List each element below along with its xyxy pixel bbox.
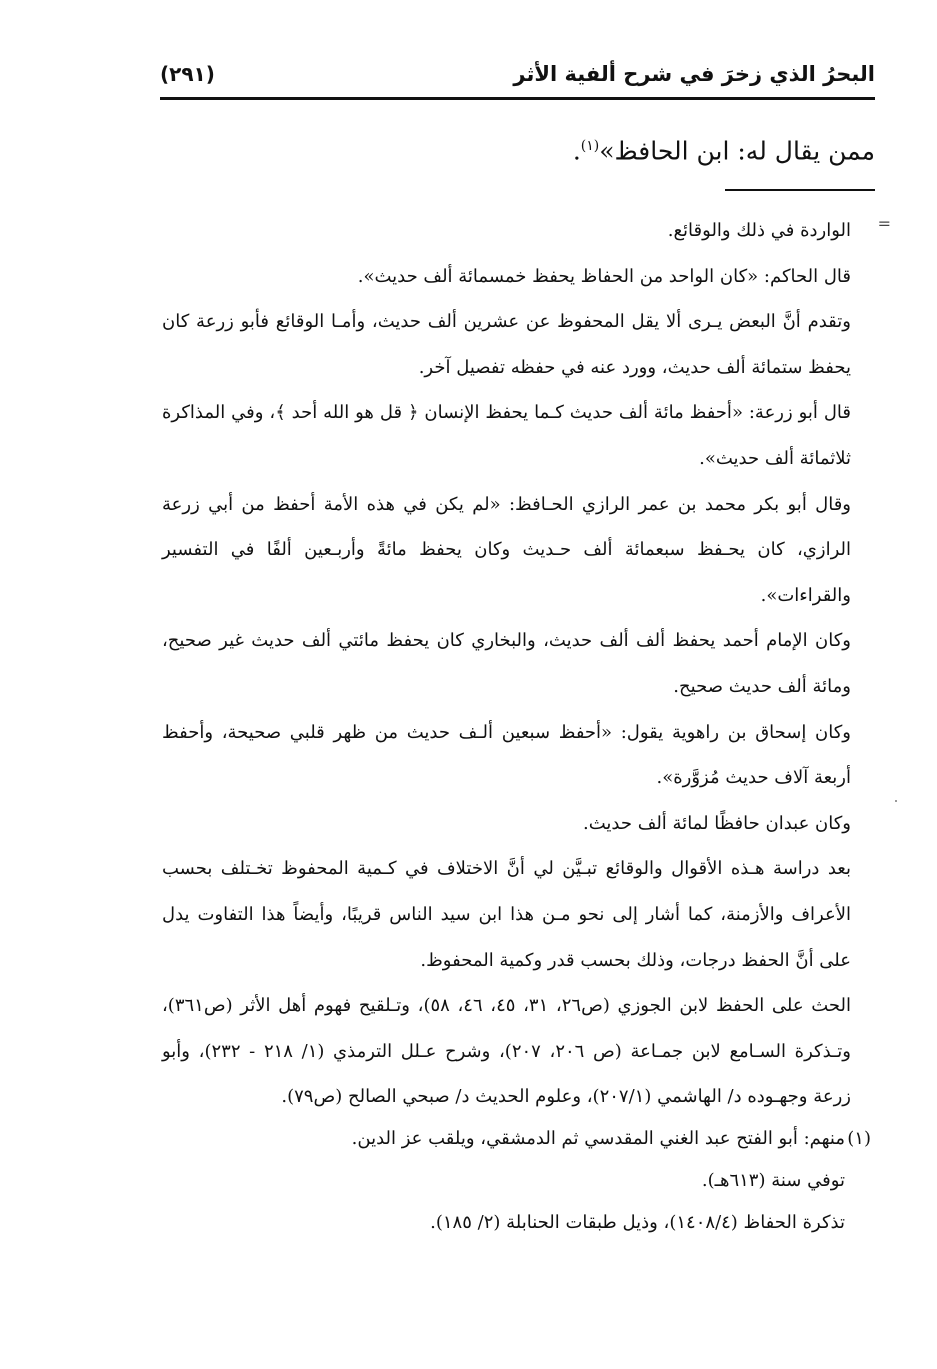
margin-speck <box>895 800 897 802</box>
footnote-1 <box>162 1118 871 1244</box>
note-paragraph: وكان إسحاق بن راهوية يقول: «أحفظ سبعين ألـف حديث من ظهر قلبي صحيحة، وأحفظ أربعة آلاف حديث مُزوَّرة». <box>162 721 851 789</box>
footnote-number: (١) <box>847 1128 871 1149</box>
note-paragraph: الحث على الحفظ لابن الجوزي (ص٢٦، ٣١، ٤٥، ٤٦، ٥٨)، وتـلقيح فهوم أهل الأثر (ص٣٦١)، وتـذكرة السـامع لابن جمـاعة (ص ٢٠٦، ٢٠٧)، وشرح عـلل الترمذي (١/ ٢١٨ - ٢٣٢)، وأبو زرعة وجهـوده د/ الهاشمي (٢٠٧/١)، وعلوم الحديث د/ صبحي الصالح (ص٧٩). <box>162 995 852 1108</box>
note-paragraph: وتقدم أنَّ البعض يـرى ألا يقل المحفوظ عن عشرين ألف حديث، وأمـا الوقائع فأبو زرعة كان يحفظ ستمائة ألف حديث، وورد عنه في حفظه تفصيل آخر. <box>162 311 851 378</box>
note-paragraph: بعد دراسة هـذه الأقوال والوقائع تبـيَّن لي أنَّ الاختلاف في كـمية المحفوظ تخـتلف بحسب الأعراف والأزمنة، كما أشار إلى نحو مـن هذا ابن سيد الناس قريبًا، وأيضاً هذا التفاوت يدل على أنَّ الحفظ درجات، وذلك بحسب قدر وكمية المحفوظ. <box>162 858 851 971</box>
continuation-mark: = <box>877 214 891 233</box>
main-text-end: . <box>572 136 581 166</box>
footnote-line: توفي سنة (٦١٣هـ). <box>701 1170 845 1191</box>
page-number: (٢٩١) <box>160 62 215 86</box>
continued-footnote <box>162 208 851 1120</box>
note-paragraph: وكان عبدان حافظًا لمائة ألف حديث. <box>582 812 851 834</box>
header-rule <box>160 97 875 100</box>
note-paragraph: وقال أبو بكر محمد بن عمر الرازي الحـافظ: «لم يكن في هذه الأمة أحفظ من أبي زرعة الرازي، كان يحـفظ سبعمائة ألف حـديث وكان يحفظ مائةً وأربـعين ألفًا في التفسير والقراءات». <box>162 493 851 606</box>
note-paragraph: قال الحاكم: «كان الواحد من الحفاظ يحفظ خمسمائة ألف حديث». <box>357 265 851 287</box>
footnote-divider <box>725 189 875 191</box>
footnote-line: تذكرة الحفاظ (١٤٠٨/٤)، وذيل طبقات الحنابلة (٢/ ١٨٥). <box>430 1212 845 1233</box>
running-title: البحرُ الذي زخرَ في شرح ألفية الأثر <box>513 62 875 86</box>
main-text-line <box>160 124 875 173</box>
footnote-row <box>162 1118 871 1244</box>
running-header <box>160 58 875 98</box>
note-paragraph: وكان الإمام أحمد يحفظ ألف ألف حديث، والبخاري كان يحفظ مائتي ألف حديث غير صحيح، ومائة ألف حديث صحيح. <box>162 630 851 697</box>
note-paragraph: الواردة في ذلك والوقائع. <box>667 220 851 241</box>
footnote-body <box>162 1118 845 1244</box>
footnote-line: منهم: أبو الفتح عبد الغني المقدسي ثم الدمشقي، ويلقب عز الدين. <box>351 1128 845 1149</box>
main-text: ممن يقال له: ابن الحافظ» <box>599 136 875 166</box>
footnote-reference: (١) <box>580 138 600 154</box>
note-paragraph: قال أبو زرعة: «أحفظ مائة ألف حديث كـما يحفظ الإنسان ﴿ قل هو الله أحد ﴾، وفي المذاكرة ثلاثمائة ألف حديث». <box>162 402 851 469</box>
